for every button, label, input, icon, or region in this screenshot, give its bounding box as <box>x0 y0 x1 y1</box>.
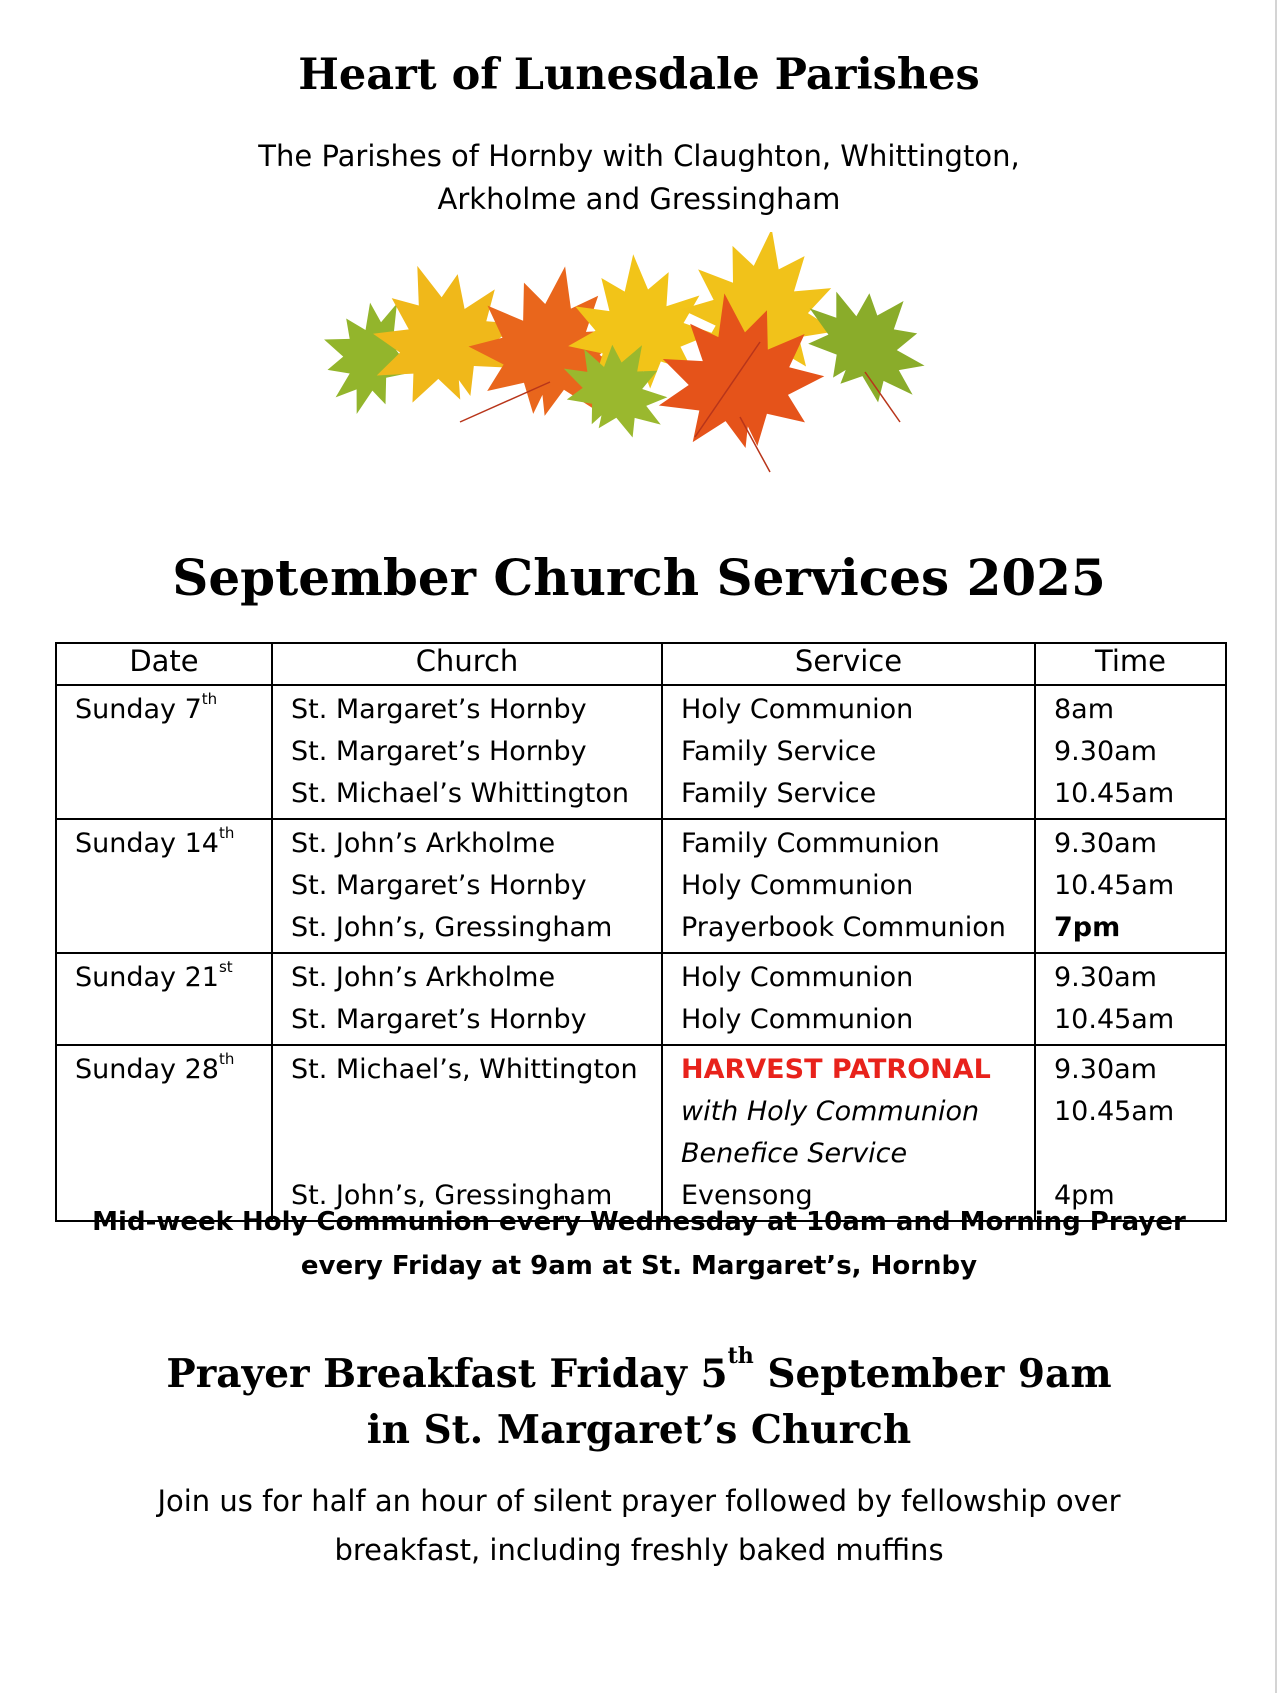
service-time: 10.45am <box>1054 1096 1175 1127</box>
services-table <box>55 642 1227 1222</box>
church-cell <box>272 685 662 819</box>
parish-title: Heart of Lunesdale Parishes <box>298 50 980 100</box>
time-cell <box>1035 953 1226 1045</box>
church-cell <box>272 1045 662 1221</box>
date-text: Sunday 14 <box>75 828 219 859</box>
church-name: St. John’s Arkholme <box>291 962 556 993</box>
prayer-title-line-2: in St. Margaret’s Church <box>366 1407 912 1453</box>
service-time: 9.30am <box>1054 736 1157 767</box>
prayer-breakfast-description <box>0 1477 1278 1575</box>
table-row <box>56 819 1226 953</box>
church-name-empty <box>291 1133 661 1175</box>
time-cell <box>1035 1045 1226 1221</box>
service-cell <box>662 819 1035 953</box>
church-cell <box>272 953 662 1045</box>
church-name: St. Margaret’s Hornby <box>291 1004 587 1035</box>
service-name: Holy Communion <box>681 962 914 993</box>
service-note: with Holy Communion <box>681 1096 980 1127</box>
date-suffix: st <box>218 958 233 976</box>
church-name: St. Michael’s Whittington <box>291 778 629 809</box>
table-row <box>56 953 1226 1045</box>
autumn-leaves-image <box>310 232 960 502</box>
table-row <box>56 685 1226 819</box>
prayer-title-part-1: Prayer Breakfast Friday 5 <box>166 1351 728 1397</box>
time-cell <box>1035 685 1226 819</box>
church-name-empty <box>291 1091 661 1133</box>
leaf-green-right <box>785 258 955 424</box>
church-name: St. Margaret’s Hornby <box>291 736 587 767</box>
table-header-row <box>56 643 1226 685</box>
church-name: St. John’s, Gressingham <box>291 912 613 943</box>
service-name: Holy Communion <box>681 1004 914 1035</box>
date-suffix: th <box>218 1050 235 1068</box>
service-name: Family Communion <box>681 828 940 859</box>
date-text: Sunday 21 <box>75 962 219 993</box>
church-name: St. John’s, Gressingham <box>291 1180 613 1211</box>
service-time: 10.45am <box>1054 870 1175 901</box>
service-note: Benefice Service <box>681 1138 908 1169</box>
table-row <box>56 1045 1226 1221</box>
prayer-title-part-2: September 9am <box>753 1351 1112 1397</box>
service-time-empty <box>1054 1133 1225 1175</box>
date-cell <box>56 1045 272 1221</box>
service-name: Evensong <box>681 1180 813 1211</box>
harvest-patronal-label: HARVEST PATRONAL <box>681 1054 991 1085</box>
service-time: 9.30am <box>1054 962 1157 993</box>
church-name: St. Margaret’s Hornby <box>291 870 587 901</box>
header-service: Service <box>662 643 1035 685</box>
prayer-breakfast-title <box>0 1343 1278 1458</box>
date-suffix: th <box>218 824 235 842</box>
date-suffix: th <box>201 690 218 708</box>
midweek-notice <box>0 1200 1278 1288</box>
service-name: Prayerbook Communion <box>681 912 1006 943</box>
service-cell <box>662 1045 1035 1221</box>
parish-subtitle <box>0 135 1278 221</box>
church-name: St. Michael’s, Whittington <box>291 1054 638 1085</box>
subtitle-line-2: Arkholme and Gressingham <box>437 182 841 216</box>
date-cell <box>56 685 272 819</box>
header-date: Date <box>56 643 272 685</box>
midweek-line-2: every Friday at 9am at St. Margaret’s, Hornby <box>300 1251 978 1281</box>
midweek-line-1: Mid-week Holy Communion every Wednesday at 10am and Morning Prayer <box>92 1207 1186 1237</box>
service-time: 10.45am <box>1054 778 1175 809</box>
service-time-highlight: 7pm <box>1054 912 1121 943</box>
date-text: Sunday 7 <box>75 694 202 725</box>
service-time: 10.45am <box>1054 1004 1175 1035</box>
subtitle-line-1: The Parishes of Hornby with Claughton, Whittington, <box>258 139 1020 173</box>
services-title: September Church Services 2025 <box>172 548 1106 607</box>
church-cell <box>272 819 662 953</box>
service-name: Holy Communion <box>681 694 914 725</box>
church-name: St. Margaret’s Hornby <box>291 694 587 725</box>
time-cell <box>1035 819 1226 953</box>
service-name: Family Service <box>681 778 877 809</box>
service-cell <box>662 685 1035 819</box>
date-cell <box>56 953 272 1045</box>
service-time: 4pm <box>1054 1180 1115 1211</box>
date-text: Sunday 28 <box>75 1054 219 1085</box>
service-name: Family Service <box>681 736 877 767</box>
service-cell <box>662 953 1035 1045</box>
service-time: 9.30am <box>1054 1054 1157 1085</box>
header-church: Church <box>272 643 662 685</box>
prayer-desc-line-2: breakfast, including freshly baked muffins <box>334 1533 944 1567</box>
service-time: 9.30am <box>1054 828 1157 859</box>
church-name: St. John’s Arkholme <box>291 828 556 859</box>
prayer-title-suffix: th <box>727 1343 754 1369</box>
service-name: Holy Communion <box>681 870 914 901</box>
prayer-desc-line-1: Join us for half an hour of silent prayer followed by fellowship over <box>157 1484 1121 1518</box>
header-time: Time <box>1035 643 1226 685</box>
date-cell <box>56 819 272 953</box>
service-time: 8am <box>1054 694 1115 725</box>
